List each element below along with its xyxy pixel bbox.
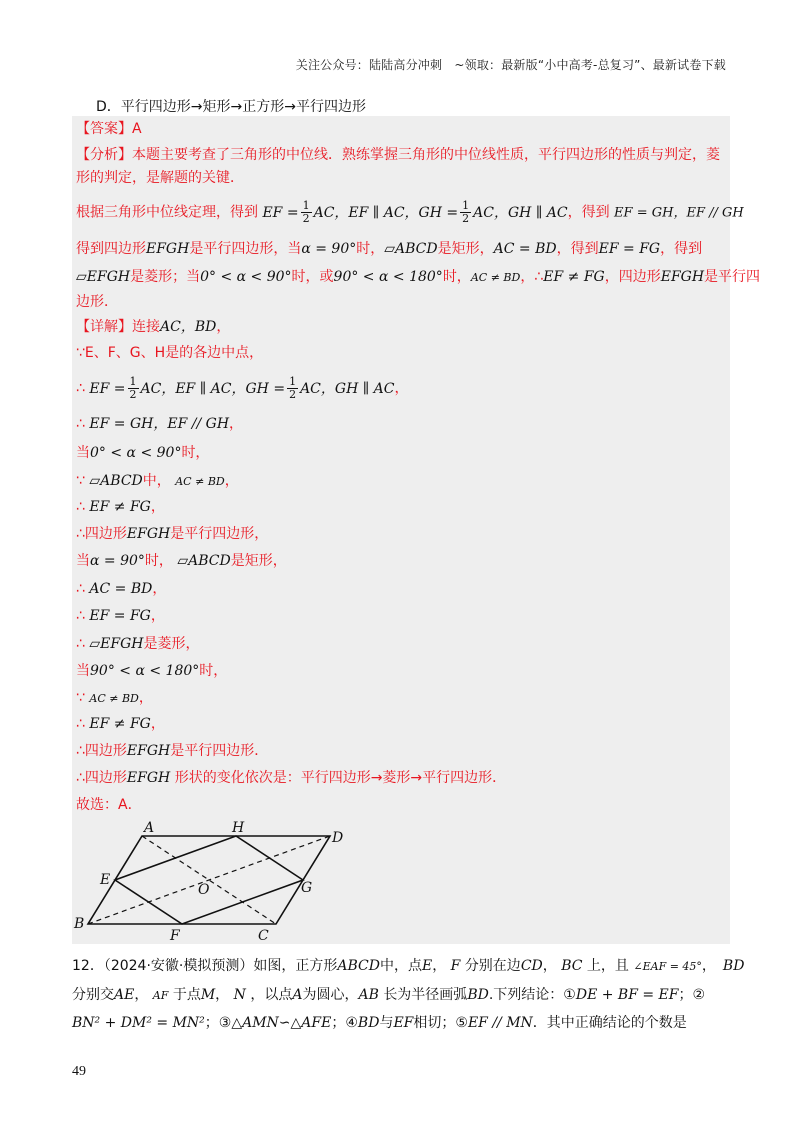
question-12-line-2: 分别交AE， AF 于点M， N ，以点A为圆心，AB 长为半径画弧BD.下列结论：①DE + BF = EF；② [72, 987, 706, 1003]
analysis-line-2: 形的判定，是解题的关键． [76, 170, 244, 186]
detail-line-5: 当0° < α < 90°时， [76, 445, 210, 461]
analysis-line-6: 边形． [76, 294, 118, 310]
label-a: A [144, 820, 155, 836]
detail-line-1: 【详解】连接AC，BD， [76, 319, 231, 335]
geometry-figure [72, 818, 348, 944]
label-e: E [100, 872, 111, 888]
detail-line-8: ∴四边形EFGH是平行四边形， [76, 526, 269, 542]
analysis-line-5: ▱EFGH是菱形；当0° < α < 90°时，或90° < α < 180°时，AC ≠ BD，∴EF ≠ FG，四边形EFGH是平行四 [76, 269, 761, 285]
detail-line-14: ∵ AC ≠ BD， [76, 690, 153, 706]
detail-line-15: ∴ EF ≠ FG， [76, 716, 165, 732]
detail-line-10: ∴ AC = BD， [76, 581, 167, 597]
label-d: D [332, 830, 344, 846]
label-c: C [258, 928, 269, 944]
page-number: 49 [72, 1064, 86, 1079]
detail-line-6: ∵ ▱ABCD中， AC ≠ BD， [76, 473, 239, 489]
detail-line-9: 当α = 90°时， ▱ABCD是矩形， [76, 553, 287, 569]
detail-line-4: ∴ EF = GH，EF // GH， [76, 416, 244, 432]
detail-line-2: ∵E、F、G、H是的各边中点， [76, 345, 264, 361]
page-header: 关注公众号：陆陆高分冲刺 ~领取：最新版“小中高考-总复习”、最新试卷下载 [295, 58, 726, 72]
label-g: G [301, 880, 313, 896]
answer-label: 【答案】A [76, 121, 142, 137]
analysis-line-4: 得到四边形EFGH是平行四边形，当α = 90°时，▱ABCD是矩形，AC = BD，得到EF = FG，得到 [76, 241, 703, 257]
option-d: D．平行四边形→矩形→正方形→平行四边形 [96, 99, 366, 115]
detail-line-13: 当90° < α < 180°时， [76, 663, 228, 679]
detail-line-7: ∴ EF ≠ FG， [76, 499, 165, 515]
detail-line-17: ∴四边形EFGH 形状的变化依次是：平行四边形→菱形→平行四边形． [76, 770, 507, 786]
diagonal-bd [88, 836, 330, 924]
analysis-line-3: 根据三角形中位线定理，得到 EF = $\frac{1}{2}$ AC，EF ∥ AC，GH = $\frac{1}{2}$ AC，GH ∥ AC，得到 EF = GH，EF // GH [76, 199, 744, 225]
detail-line-16: ∴四边形EFGH是平行四边形． [76, 743, 269, 759]
label-f: F [170, 928, 180, 944]
question-12-line-1: 12．（2024·安徽·模拟预测）如图，正方形ABCD中，点E， F 分别在边CD， BC 上，且 ∠EAF = 45°， BD [72, 958, 745, 974]
detail-line-11: ∴ EF = FG， [76, 608, 165, 624]
detail-line-12: ∴ ▱EFGH是菱形， [76, 636, 200, 652]
analysis-line-1: 【分析】本题主要考查了三角形的中位线．熟练掌握三角形的中位线性质，平行四边形的性质与判定，菱 [76, 147, 720, 163]
detail-line-18: 故选：A． [76, 797, 142, 813]
label-o: O [198, 882, 210, 898]
parallelogram-diagram [72, 818, 348, 944]
detail-line-3: ∴ EF = $\frac{1}{2}$ AC，EF ∥ AC，GH = $\frac{1}{2}$ AC，GH ∥ AC， [76, 375, 409, 401]
label-h: H [232, 820, 245, 836]
label-b: B [74, 916, 85, 932]
question-12-line-3: BN² + DM² = MN²；③△AMN∽△AFE；④BD与EF相切；⑤EF // MN．其中正确结论的个数是 [72, 1015, 687, 1031]
